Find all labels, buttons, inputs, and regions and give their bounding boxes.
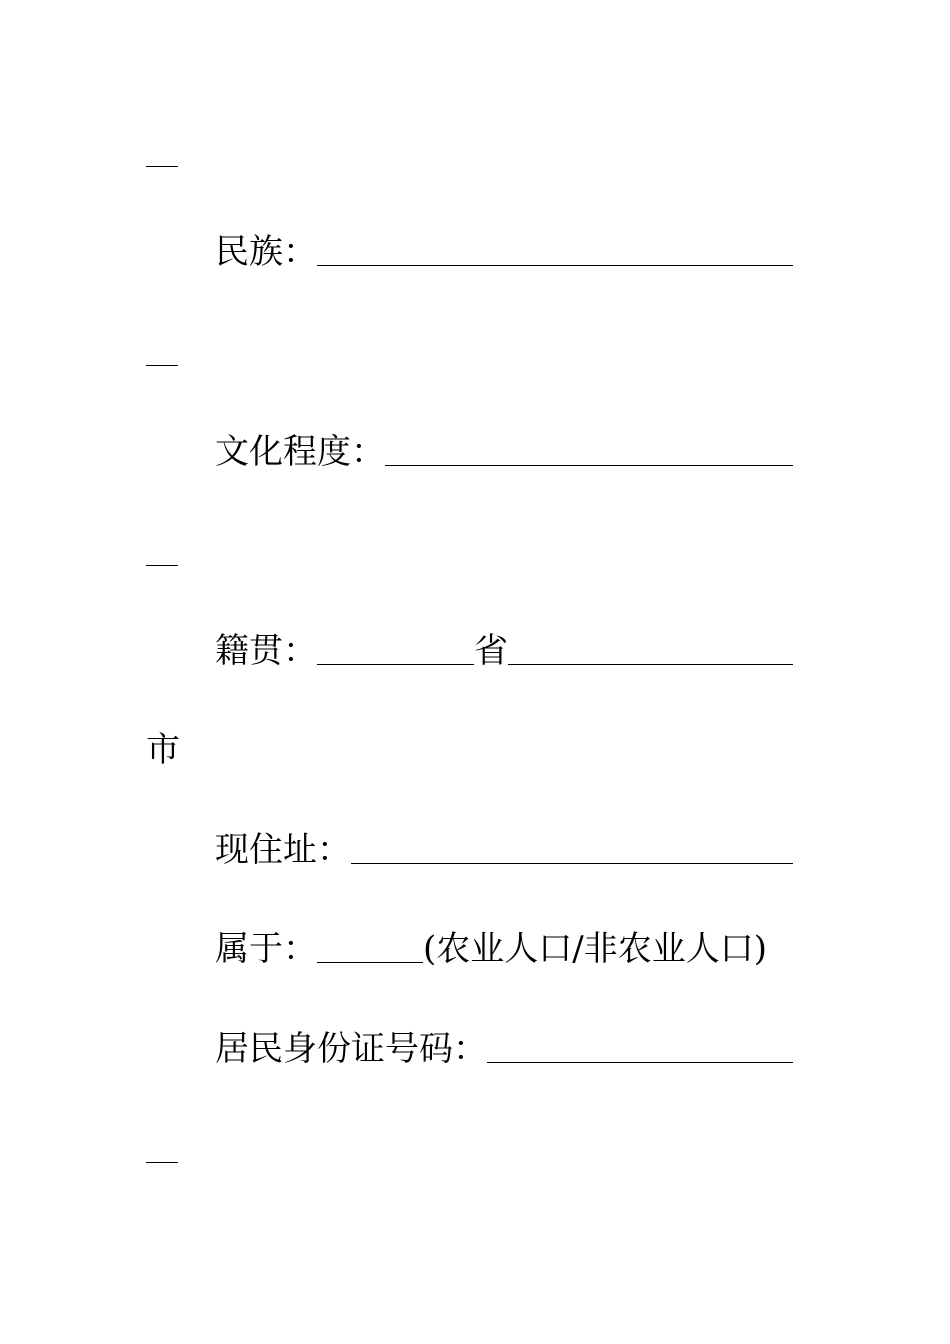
- province-blank[interactable]: [317, 634, 474, 665]
- province-suffix: 省: [474, 631, 508, 671]
- address-row: [215, 830, 793, 870]
- education-row: [215, 432, 793, 472]
- id-number-blank[interactable]: [487, 1032, 793, 1063]
- continuation-dash: [146, 565, 178, 566]
- native-place-label: 籍贯：: [215, 631, 317, 671]
- belongs-blank[interactable]: [317, 932, 423, 963]
- city-blank[interactable]: [508, 634, 793, 665]
- belongs-row: [215, 929, 793, 969]
- id-number-label: 居民身份证号码：: [215, 1029, 487, 1069]
- ethnicity-blank[interactable]: [317, 235, 793, 266]
- education-blank[interactable]: [385, 435, 793, 466]
- ethnicity-label: 民族：: [215, 232, 317, 272]
- address-blank[interactable]: [351, 833, 793, 864]
- id-number-row: [215, 1029, 793, 1069]
- belongs-label: 属于：: [215, 929, 317, 969]
- city-suffix: 市: [146, 730, 180, 770]
- continuation-dash: [146, 1162, 178, 1163]
- native-place-row: [215, 631, 793, 671]
- continuation-dash: [146, 166, 178, 167]
- ethnicity-row: [215, 232, 793, 272]
- address-label: 现住址：: [215, 830, 351, 870]
- education-label: 文化程度：: [215, 432, 385, 472]
- belongs-options: (农业人口/非农业人口): [423, 929, 767, 969]
- continuation-dash: [146, 365, 178, 366]
